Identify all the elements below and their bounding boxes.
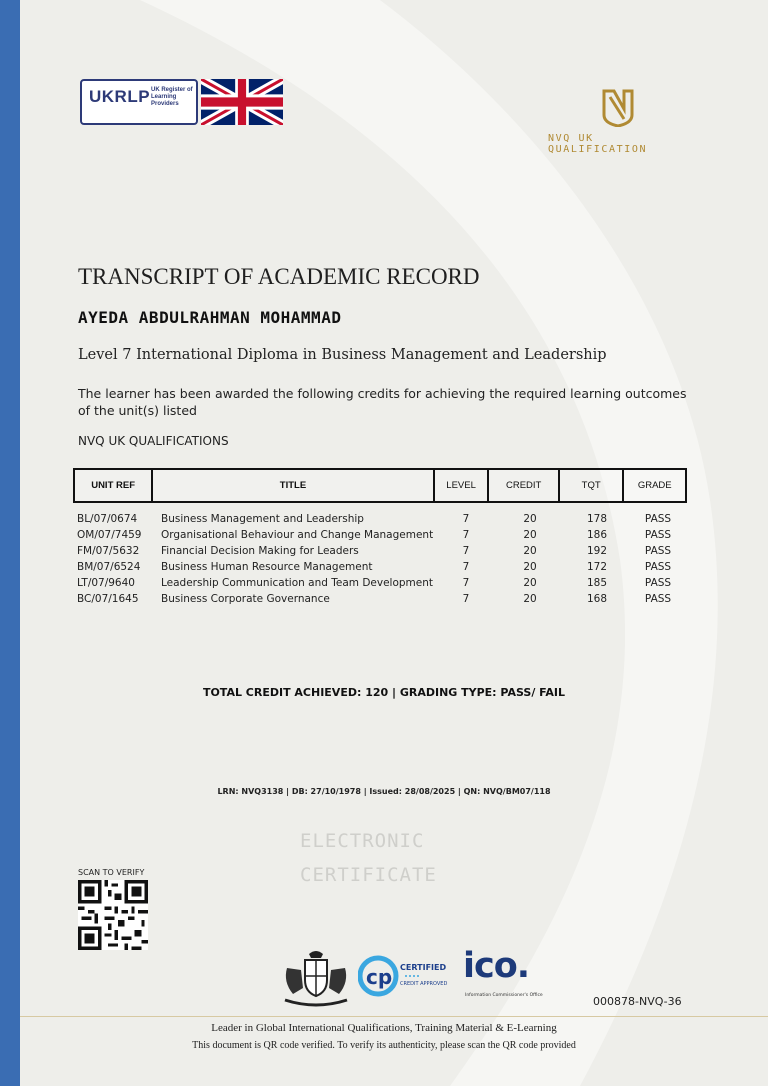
- header-unit-ref: UNIT REF: [75, 470, 153, 501]
- unit-credit: 20: [523, 545, 537, 557]
- unit-level: 7: [462, 529, 470, 541]
- document-title: TRANSCRIPT OF ACADEMIC RECORD: [78, 264, 480, 289]
- units-table-body: [77, 513, 687, 609]
- table-row: [77, 561, 687, 577]
- learner-name: AYEDA ABDULRAHMAN MOHAMMAD: [78, 308, 342, 327]
- certificate-number: 000878-NVQ-36: [593, 995, 682, 1008]
- unit-title: Business Corporate Governance: [161, 593, 330, 605]
- royal-coat-of-arms-icon: [279, 948, 353, 1010]
- footer-tagline: Leader in Global International Qualifications, Training Material & E-Learning: [211, 1022, 557, 1034]
- scan-to-verify-label: SCAN TO VERIFY: [78, 868, 145, 877]
- ico-logo-subtext: Information Commissioner's Office: [465, 993, 543, 998]
- units-table-header: [73, 468, 687, 503]
- awarding-body: NVQ UK QUALIFICATIONS: [78, 434, 229, 448]
- footer-verification-note: This document is QR code verified. To verify its authenticity, please scan the QR code provided: [192, 1040, 576, 1051]
- union-jack-flag-icon: [201, 79, 283, 125]
- unit-credit: 20: [523, 561, 537, 573]
- unit-ref: BL/07/0674: [77, 513, 138, 525]
- header-credit: CREDIT: [489, 470, 559, 501]
- unit-title: Business Management and Leadership: [161, 513, 364, 525]
- unit-ref: FM/07/5632: [77, 545, 140, 557]
- unit-title: Business Human Resource Management: [161, 561, 373, 573]
- unit-grade: PASS: [644, 545, 672, 557]
- unit-credit: 20: [523, 577, 537, 589]
- unit-level: 7: [462, 593, 470, 605]
- unit-level: 7: [462, 545, 470, 557]
- unit-level: 7: [462, 561, 470, 573]
- cpd-line-2: CREDIT APPROVED: [400, 981, 448, 987]
- table-row: [77, 513, 687, 529]
- unit-ref: BC/07/1645: [77, 593, 139, 605]
- header-level: LEVEL: [435, 470, 490, 501]
- electronic-certificate-stamp: [300, 824, 470, 892]
- stamp-line-1: ELECTRONIC: [300, 830, 425, 852]
- unit-grade: PASS: [644, 593, 672, 605]
- stamp-line-2: CERTIFICATE: [300, 864, 437, 886]
- unit-title: Organisational Behaviour and Change Management: [161, 529, 434, 541]
- total-credit-summary: TOTAL CREDIT ACHIEVED: 120 | GRADING TYPE: PASS/ FAIL: [202, 686, 566, 699]
- cpd-line-1: CERTIFIED: [400, 963, 447, 972]
- unit-tqt: 178: [586, 513, 608, 525]
- learner-meta-info: LRN: NVQ3138 | DB: 27/10/1978 | Issued: 28/08/2025 | QN: NVQ/BM07/118: [217, 787, 551, 796]
- header-grade: GRADE: [637, 480, 672, 491]
- unit-level: 7: [462, 577, 470, 589]
- ukrlp-logo-subtext: UK Register of Learning Providers: [151, 87, 193, 107]
- ukrlp-logo: [80, 79, 198, 125]
- unit-tqt: 192: [586, 545, 608, 557]
- ico-logo-text: ico.: [463, 946, 530, 986]
- unit-credit: 20: [523, 529, 537, 541]
- ico-logo: [463, 946, 545, 1000]
- programme-title: Level 7 International Diploma in Business Management and Leadership: [78, 347, 607, 363]
- nvq-shield-logo-icon: [600, 89, 636, 127]
- ukrlp-logo-text: UKRLP: [89, 87, 151, 106]
- left-accent-bar: [0, 0, 20, 1086]
- table-row: [77, 529, 687, 545]
- unit-tqt: 186: [586, 529, 608, 541]
- unit-tqt: 185: [586, 577, 608, 589]
- unit-credit: 20: [523, 593, 537, 605]
- table-row: [77, 545, 687, 561]
- unit-title: Leadership Communication and Team Development: [161, 577, 434, 589]
- unit-level: 7: [462, 513, 470, 525]
- unit-grade: PASS: [644, 561, 672, 573]
- intro-statement: The learner has been awarded the following credits for achieving the required learning outcomes of the unit(s) listed: [78, 386, 687, 418]
- unit-tqt: 172: [586, 561, 608, 573]
- header-title: TITLE: [153, 470, 434, 501]
- unit-grade: PASS: [644, 513, 672, 525]
- table-row: [77, 593, 687, 609]
- unit-credit: 20: [523, 513, 537, 525]
- svg-text:cp: cp: [366, 965, 393, 989]
- unit-ref: LT/07/9640: [77, 577, 135, 589]
- unit-tqt: 168: [586, 593, 608, 605]
- nvq-logo-label: NVQ UK QUALIFICATION: [548, 133, 648, 155]
- footer-divider: [20, 1016, 768, 1017]
- unit-grade: PASS: [644, 529, 672, 541]
- header-tqt: TQT: [560, 470, 625, 501]
- unit-ref: OM/07/7459: [77, 529, 142, 541]
- unit-grade: PASS: [644, 577, 672, 589]
- cpd-certified-logo-icon: [358, 955, 453, 997]
- table-row: [77, 577, 687, 593]
- unit-ref: BM/07/6524: [77, 561, 141, 573]
- qr-code-icon[interactable]: [78, 880, 148, 950]
- unit-title: Financial Decision Making for Leaders: [161, 545, 359, 557]
